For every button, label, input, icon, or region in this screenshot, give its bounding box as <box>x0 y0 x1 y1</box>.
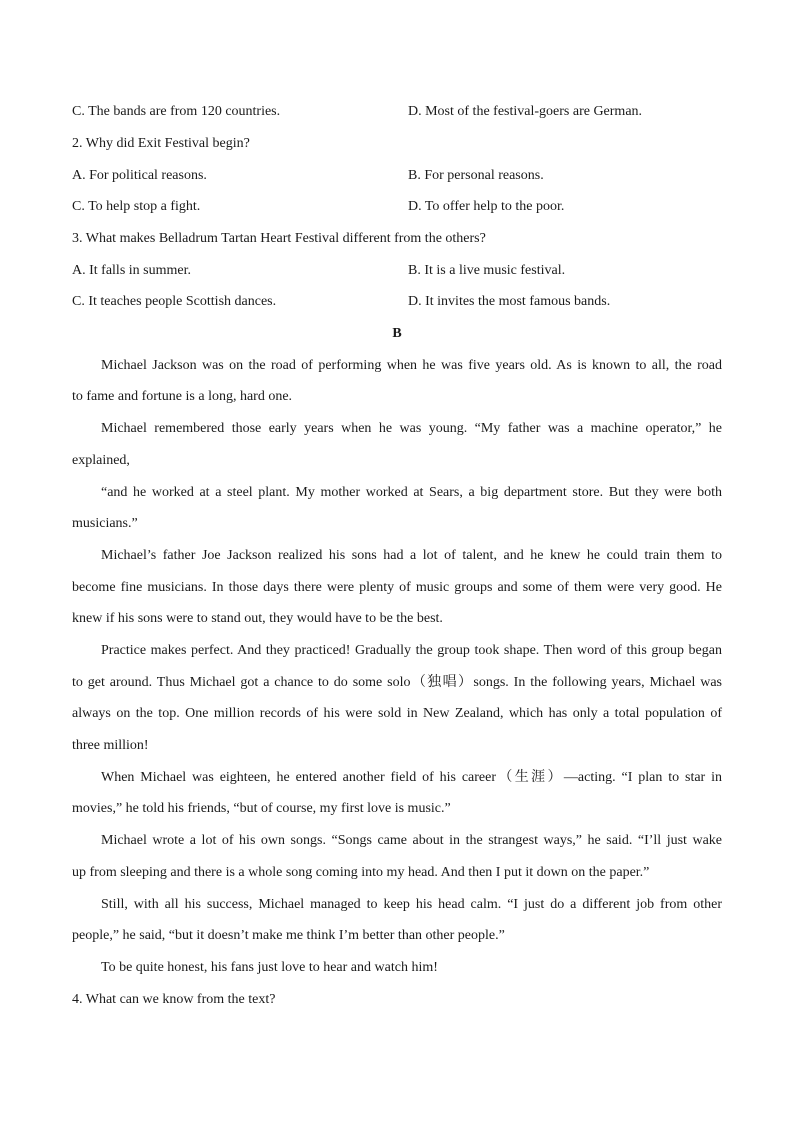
passage-line: Michael wrote a lot of his own songs. “Songs came about in the strangest ways,” he said. “I’ll just wake <box>101 833 722 848</box>
passage-line: explained, <box>72 453 130 468</box>
q3-option-d: D. It invites the most famous bands. <box>408 294 611 309</box>
passage-line: musicians.” <box>72 516 138 531</box>
q1-option-d: D. Most of the festival-goers are German. <box>408 104 643 119</box>
passage-line: Still, with all his success, Michael managed to keep his head calm. “I just do a different job from other <box>101 897 722 912</box>
passage-line: people,” he said, “but it doesn’t make me think I’m better than other people.” <box>72 928 505 943</box>
passage-line: to fame and fortune is a long, hard one. <box>72 389 293 404</box>
q1-option-c: C. The bands are from 120 countries. <box>72 104 281 119</box>
q2-option-a: A. For political reasons. <box>72 168 207 183</box>
passage-line: “and he worked at a steel plant. My mother worked at Sears, a big department store. But they were both <box>101 485 722 500</box>
passage-line: up from sleeping and there is a whole song coming into my head. And then I put it down on the paper.” <box>72 865 650 880</box>
passage-line: knew if his sons were to stand out, they would have to be the best. <box>72 611 443 626</box>
q3-option-a: A. It falls in summer. <box>72 263 191 278</box>
passage-line: To be quite honest, his fans just love to hear and watch him! <box>101 960 438 975</box>
passage-line: Michael remembered those early years when he was young. “My father was a machine operator,” he <box>101 421 722 436</box>
passage-line: to get around. Thus Michael got a chance to do some solo（独唱）songs. In the following years, Michael was <box>72 675 722 690</box>
q3-question: 3. What makes Belladrum Tartan Heart Festival different from the others? <box>72 231 486 246</box>
q2-question: 2. Why did Exit Festival begin? <box>72 136 250 151</box>
q3-option-c: C. It teaches people Scottish dances. <box>72 294 277 309</box>
passage-line: movies,” he told his friends, “but of course, my first love is music.” <box>72 801 451 816</box>
q2-option-b: B. For personal reasons. <box>408 168 544 183</box>
passage-line: Michael Jackson was on the road of performing when he was five years old. As is known to all, the road <box>101 358 722 373</box>
passage-line: Practice makes perfect. And they practiced! Gradually the group took shape. Then word of this group began <box>101 643 722 658</box>
passage-line: always on the top. One million records of his were sold in New Zealand, which has only a total population of <box>72 706 722 721</box>
passage-line: three million! <box>72 738 149 753</box>
passage-line: When Michael was eighteen, he entered another field of his career（生涯）—acting. “I plan to star in <box>101 770 722 785</box>
q2-option-d: D. To offer help to the poor. <box>408 199 565 214</box>
passage-line: become fine musicians. In those days there were plenty of music groups and some of them were very good. He <box>72 580 722 595</box>
passage-line: Michael’s father Joe Jackson realized his sons had a lot of talent, and he knew he could train them to <box>101 548 722 563</box>
q2-option-c: C. To help stop a fight. <box>72 199 201 214</box>
section-title: B <box>392 326 402 341</box>
q4-question: 4. What can we know from the text? <box>72 992 276 1007</box>
q3-option-b: B. It is a live music festival. <box>408 263 566 278</box>
